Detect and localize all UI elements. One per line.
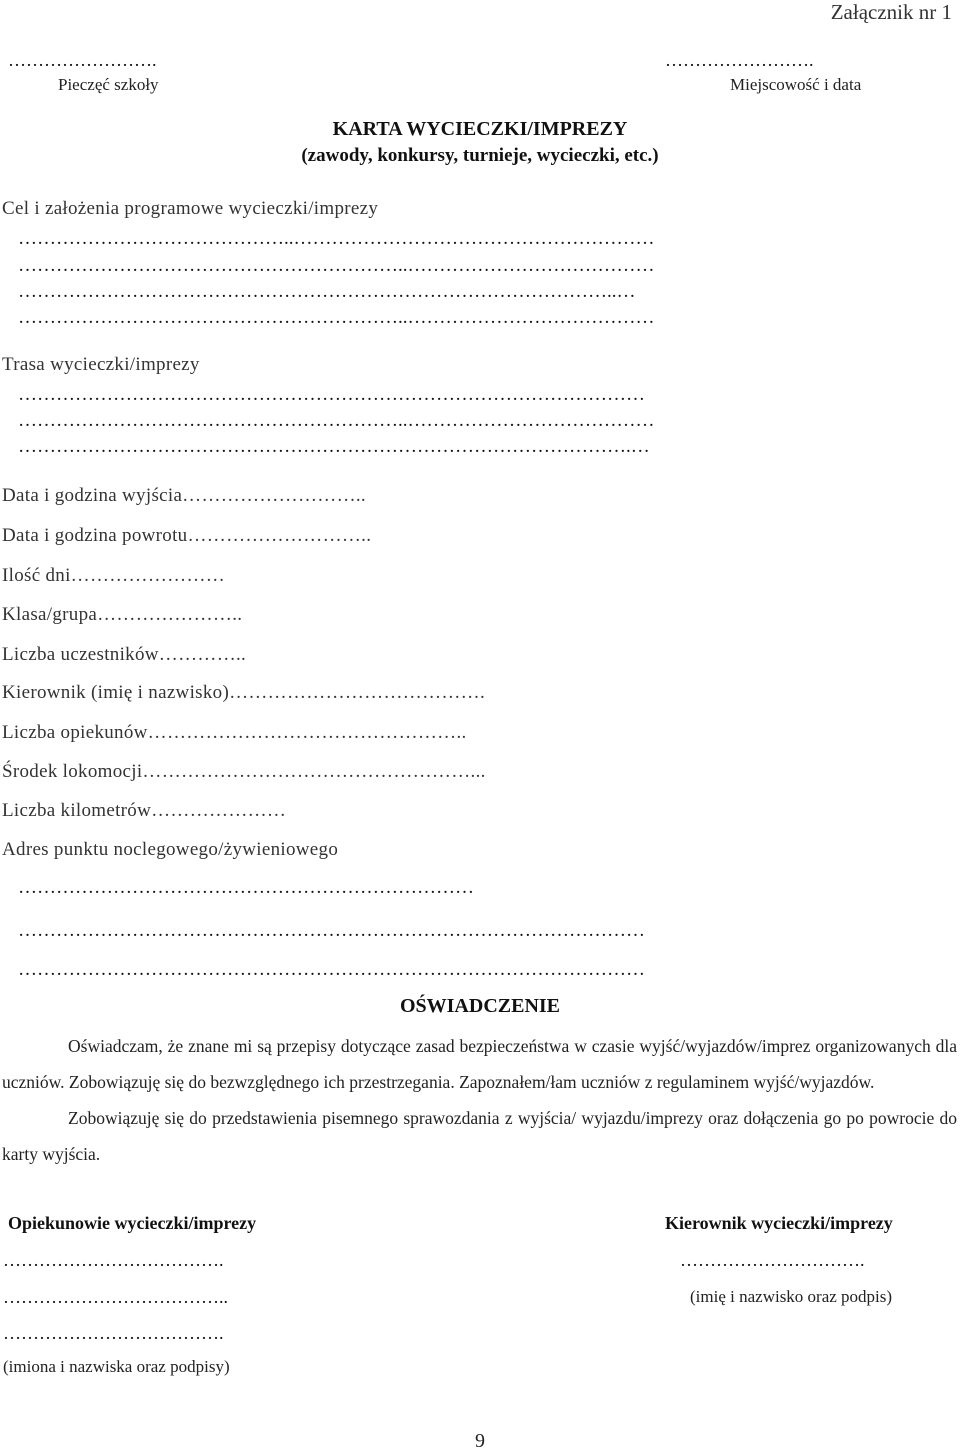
annex-label: Załącznik nr 1 bbox=[830, 0, 952, 24]
guardians-count-field: Liczba opiekunów………………………………………….. bbox=[2, 722, 467, 743]
goals-line: ……………………………………………………..………………………………… bbox=[18, 307, 655, 328]
goals-line: ……………………………………..………………………………………………… bbox=[18, 228, 655, 249]
kilometers-field: Liczba kilometrów………………… bbox=[2, 800, 287, 821]
place-date-dots: ……………………. bbox=[665, 50, 814, 70]
declaration-paragraph-1: Oświadczam, że znane mi są przepisy dotyczące zasad bezpieczeństwa w czasie wyjść/wyjazdów/imprez organizowanych dla uczniów. Zobowiązuję się do bezwzględnego ich przestrzegania. Zapoznałem/łam uczniów z regulaminem wyjść/wyjazdów. bbox=[2, 1036, 957, 1092]
guardians-caption: (imiona i nazwiska oraz podpisy) bbox=[3, 1357, 230, 1376]
address-line: ……………………………………………………………………………………… bbox=[18, 959, 645, 980]
leader-title: Kierownik wycieczki/imprezy bbox=[665, 1213, 893, 1233]
leader-field: Kierownik (imię i nazwisko)…………………………………. bbox=[2, 682, 486, 703]
school-stamp-label: Pieczęć szkoły bbox=[58, 75, 159, 94]
days-field: Ilość dni…………………… bbox=[2, 565, 226, 586]
route-line: …………………………………………………………………………………….… bbox=[18, 436, 650, 457]
document-title: KARTA WYCIECZKI/IMPREZY bbox=[332, 118, 628, 140]
goals-label: Cel i założenia programowe wycieczki/imprezy bbox=[2, 198, 379, 219]
route-line: ……………………………………………………………………………………… bbox=[18, 384, 645, 405]
departure-field: Data i godzina wyjścia……………………….. bbox=[2, 485, 366, 506]
transport-field: Środek lokomocji……………………………………………... bbox=[2, 761, 486, 782]
class-group-field: Klasa/grupa………………….. bbox=[2, 604, 243, 625]
address-label: Adres punktu noclegowego/żywieniowego bbox=[2, 839, 339, 860]
leader-signature-line: …………………………. bbox=[680, 1250, 865, 1270]
goals-line: ……………………………………………………..………………………………… bbox=[18, 255, 655, 276]
route-line: ……………………………………………………..………………………………… bbox=[18, 410, 655, 431]
declaration-text bbox=[2, 1028, 957, 1172]
place-date-label: Miejscowość i data bbox=[730, 75, 862, 94]
return-field: Data i godzina powrotu……………………….. bbox=[2, 525, 372, 546]
leader-caption: (imię i nazwisko oraz podpis) bbox=[690, 1287, 893, 1306]
route-label: Trasa wycieczki/imprezy bbox=[2, 354, 200, 375]
school-stamp-dots: ……………………. bbox=[8, 50, 157, 70]
address-line: ……………………………………………………………… bbox=[18, 877, 474, 898]
page-number: 9 bbox=[475, 1430, 485, 1452]
guardian-signature-line: ……………………………….. bbox=[3, 1287, 228, 1307]
document-subtitle: (zawody, konkursy, turnieje, wycieczki, etc.) bbox=[301, 145, 659, 166]
address-line: ……………………………………………………………………………………… bbox=[18, 920, 645, 941]
declaration-paragraph-2: Zobowiązuję się do przedstawienia pisemnego sprawozdania z wyjścia/ wyjazdu/imprezy oraz dołączenia go po powrocie do karty wyjścia. bbox=[2, 1108, 957, 1164]
goals-line: …………………………………………………………………………………..… bbox=[18, 281, 636, 302]
declaration-title: OŚWIADCZENIE bbox=[399, 995, 561, 1017]
guardian-signature-line: ………………………………. bbox=[3, 1250, 224, 1270]
participants-field: Liczba uczestników………….. bbox=[2, 644, 247, 665]
guardians-title: Opiekunowie wycieczki/imprezy bbox=[8, 1213, 257, 1233]
guardian-signature-line: ………………………………. bbox=[3, 1323, 224, 1343]
